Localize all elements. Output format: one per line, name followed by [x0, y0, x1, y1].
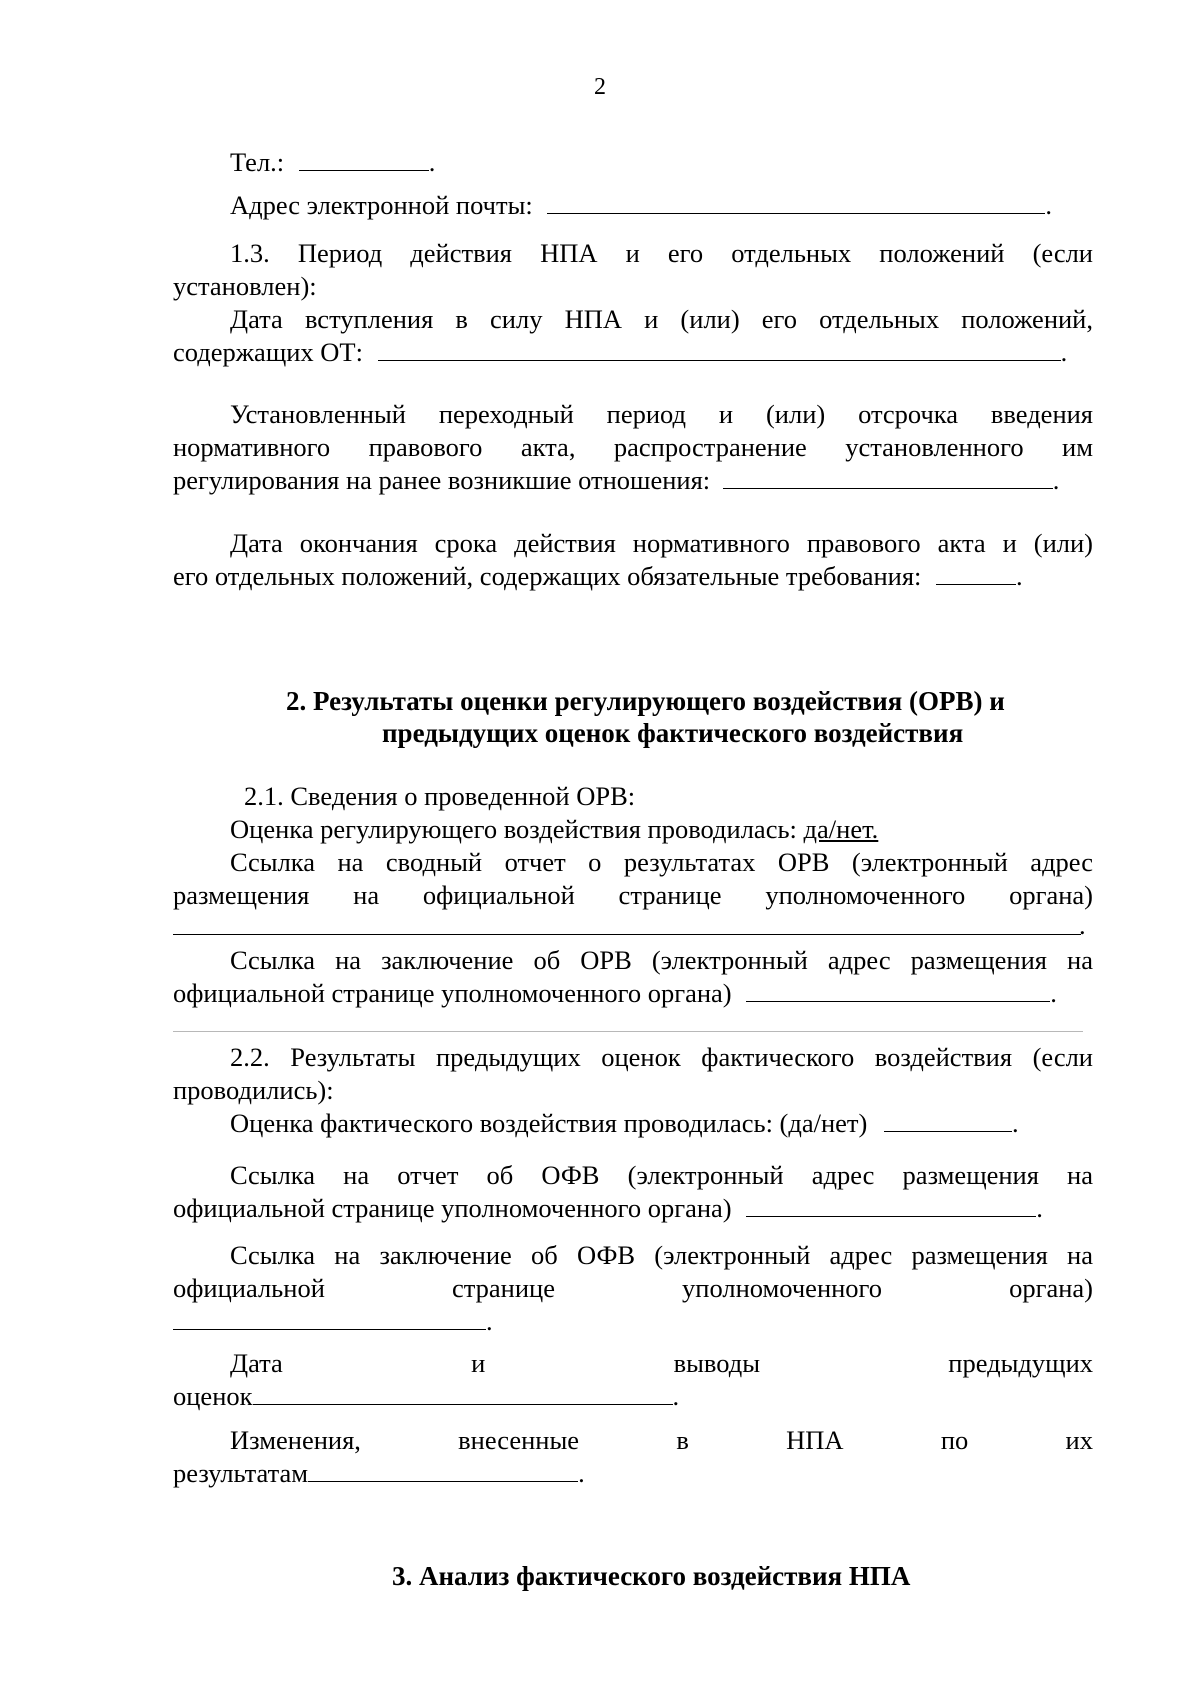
report-link-line-1: Ссылка на сводный отчет о результатах ОРВ (электронный адрес [230, 847, 1093, 877]
changes-label: результатам [173, 1458, 309, 1488]
entry-date-line-2: содержащих ОТ: . [173, 337, 1068, 367]
ofv-report-line-2: официальной странице уполномоченного органа) . [173, 1193, 1043, 1223]
ofv-conclusion-line-1: Ссылка на заключение об ОФВ (электронный адрес размещения на [230, 1240, 1093, 1270]
entry-date-line-1: Дата вступления в силу НПА и (или) его отдельных положений, [230, 304, 1093, 334]
period-item-text: Период действия НПА и его отдельных положений (если [297, 238, 1093, 268]
prev-dates-blank [253, 1380, 673, 1405]
period-item-line-1 [230, 236, 1093, 270]
faint-divider [173, 1031, 1083, 1032]
page-number: 2 [594, 74, 606, 100]
conclusion-link-label: официальной странице уполномоченного органа) [173, 978, 732, 1008]
phone-blank [299, 146, 429, 171]
prev-dates-line-2: оценок . [173, 1381, 680, 1411]
period-item-line-2: установлен): [173, 271, 317, 301]
period-item-num: 1.3. [230, 238, 270, 268]
entry-date-label: содержащих ОТ: [173, 337, 363, 367]
end-date-blank [936, 560, 1016, 585]
ofv-report-line-1: Ссылка на отчет об ОФВ (электронный адрес размещения на [230, 1160, 1093, 1190]
email-blank [547, 189, 1045, 214]
section-2-2-title-line-1: 2.2. Результаты предыдущих оценок фактического воздействия (если [230, 1042, 1093, 1072]
conclusion-link-line-1: Ссылка на заключение об ОРВ (электронный адрес размещения на [230, 945, 1093, 975]
section-2-1-title: 2.1. Сведения о проведенной ОРВ: [244, 781, 636, 811]
entry-date-blank [378, 336, 1061, 361]
orv-done-label: Оценка регулирующего воздействия проводилась: [230, 814, 797, 844]
transition-label: регулирования на ранее возникшие отношения: [173, 465, 711, 495]
conclusion-link-blank [746, 977, 1050, 1002]
section-2-heading-line-1: 2. Результаты оценки регулирующего воздействия (ОРВ) и [286, 686, 1005, 716]
prev-dates-line-1: Дата и выводы предыдущих [230, 1348, 1093, 1378]
ofv-done-blank [884, 1107, 1012, 1132]
changes-blank [308, 1457, 578, 1482]
section-3-heading: 3. Анализ фактического воздействия НПА [392, 1561, 911, 1591]
transition-line-2: нормативного правового акта, распространение установленного им [173, 432, 1093, 462]
report-link-blank [173, 934, 1081, 935]
end-date-line-2: его отдельных положений, содержащих обязательные требования: . [173, 561, 1023, 591]
transition-line-1: Установленный переходный период и (или) отсрочка введения [230, 399, 1093, 429]
end-date-label: его отдельных положений, содержащих обязательные требования: [173, 561, 922, 591]
email-line: Адрес электронной почты: . [230, 190, 1052, 220]
changes-line-1: Изменения, внесенные в НПА по их [230, 1425, 1093, 1455]
ofv-report-blank [746, 1192, 1036, 1217]
orv-done-value: да/нет. [803, 814, 879, 844]
ofv-done-label: Оценка фактического воздействия проводилась: (да/нет) [230, 1108, 868, 1138]
end-date-line-1: Дата окончания срока действия нормативного правового акта и (или) [230, 528, 1093, 558]
ofv-conclusion-line-3: . [173, 1304, 1093, 1338]
ofv-conclusion-line-2: официальной странице уполномоченного органа) [173, 1273, 1093, 1303]
report-link-line-2: размещения на официальной странице уполномоченного органа) [173, 880, 1093, 910]
report-link-period: . [1079, 910, 1086, 940]
phone-label: Тел.: [230, 147, 285, 177]
phone-line: Тел.: . [230, 147, 436, 177]
transition-line-3: регулирования на ранее возникшие отношения: . [173, 465, 1060, 495]
ofv-report-label: официальной странице уполномоченного органа) [173, 1193, 732, 1223]
conclusion-link-line-2: официальной странице уполномоченного органа) . [173, 978, 1057, 1008]
email-label: Адрес электронной почты: [230, 190, 533, 220]
ofv-done-line: Оценка фактического воздействия проводилась: (да/нет) . [230, 1108, 1019, 1138]
orv-done-line [230, 812, 1093, 846]
changes-line-2: результатам . [173, 1458, 585, 1488]
section-2-heading-line-2: предыдущих оценок фактического воздействия [382, 718, 964, 748]
ofv-conclusion-blank [173, 1305, 486, 1330]
section-2-2-title-line-2: проводились): [173, 1075, 334, 1105]
prev-dates-label: оценок [173, 1381, 253, 1411]
transition-blank [723, 464, 1053, 489]
